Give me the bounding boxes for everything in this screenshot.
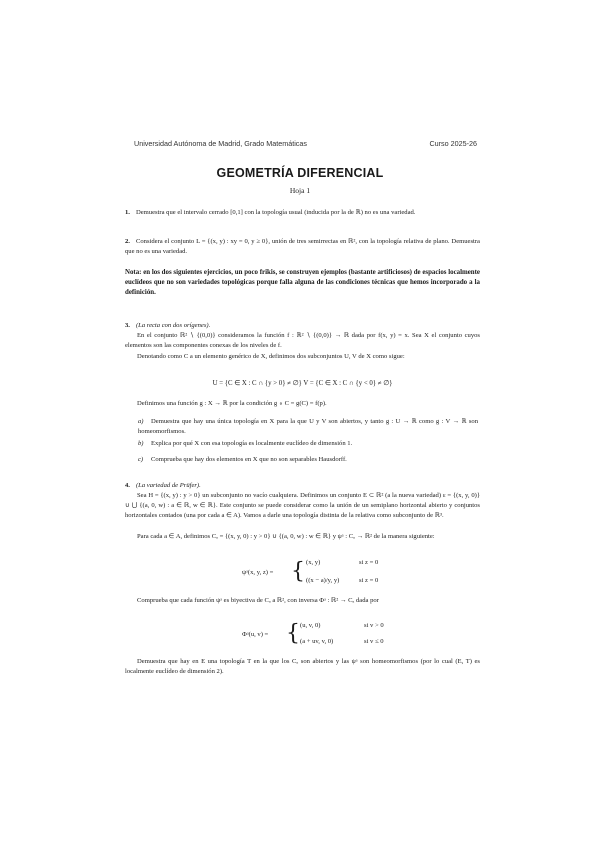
document-subtitle: Hoja 1 — [289, 186, 311, 195]
exercise-4-number: 4. — [125, 482, 130, 489]
exercise-3-p2: Denotando como C a un elemento genérico de X, definimos dos subconjuntos U, V de X como sigue: — [137, 353, 405, 360]
exercise-4-p1: Sea H = {(x, y) : y > 0} un subconjunto no vacío cualquiera. Definimos un conjunto E ⊂ ℝ² (a la nueva variedad) ε = {(x, y, 0)} ∪ ⋃ {(a, 0, w) : a ∈ ℝ, w ∈ ℝ}. Este conjunto se puede considerar como la unión de un semiplano horizontal abierto y conjuntos horizontales contados (una por cada a ∈ A). Vamos a darle una topología distinta de la relativa como subconjunto de ℝ³. — [125, 492, 480, 520]
exercise-2-number: 2. — [125, 238, 130, 245]
exercise-3-p3: Definimos una función g : X → ℝ por la condición g ∘ C = g(C) = f(p). — [137, 400, 327, 407]
psi-brace: { — [291, 559, 305, 584]
phi-brace: { — [286, 621, 300, 646]
exercise-1-number: 1. — [125, 209, 130, 216]
item-c-label: c) — [138, 456, 144, 463]
exercise-4-p4: Demuestra que hay en E una topología T en la que los Cₐ son abiertos y las ψᵃ son homeomorfismos (por lo cual (E, T) es localmente euclídeo de dimensión 2). — [125, 658, 480, 676]
phi-lhs: Φᵃ(u, v) = — [242, 631, 269, 638]
phi-case-1-condition: si v > 0 — [364, 622, 384, 629]
exercise-3-equation: U = {C ∈ X : C ∩ {y > 0} ≠ ∅} V = {C ∈ X : C ∩ {y < 0} ≠ ∅} — [212, 380, 393, 387]
exercise-3-item-c — [138, 455, 478, 465]
item-b-text: Explica por qué X con esa topología es localmente euclídeo de dimensión 1. — [151, 440, 353, 447]
phi-case-2-condition: si v ≤ 0 — [364, 638, 384, 645]
exercise-4-p3: Comprueba que cada función ψᵃ es biyectiva de Cₐ a ℝ², con inversa Φᵃ : ℝ² → Cₐ dada por — [137, 597, 379, 604]
header-institution: Universidad Autónoma de Madrid, Grado Matemáticas — [134, 139, 307, 148]
item-b-label: b) — [138, 440, 144, 447]
exercise-3-item-a — [138, 417, 478, 437]
phi-case-2-value: (a + uv, v, 0) — [300, 638, 334, 645]
exercise-3-heading — [125, 321, 480, 331]
exercise-3-title: (La recta con dos orígenes). — [135, 322, 211, 329]
exercise-2-text: Considera el conjunto L = {(x, y) : xy = 0, y ≥ 0}, unión de tres semirrectas en ℝ², con la topología relativa de plano. Demuestra que no es una variedad. — [125, 238, 480, 256]
phi-case-1-value: (u, v, 0) — [300, 622, 321, 629]
item-c-text: Comprueba que hay dos elementos en X que no son separables Hausdorff. — [151, 456, 347, 463]
exercise-2 — [125, 237, 480, 257]
psi-definition — [242, 556, 402, 592]
document-title: GEOMETRÍA DIFERENCIAL — [216, 166, 384, 180]
exercise-3-item-b — [138, 439, 478, 449]
exercise-1-text: Demuestra que el intervalo cerrado [0,1] con la topología usual (inducida por la de ℝ) no es una variedad. — [135, 209, 416, 216]
exercise-3-p1: En el conjunto ℝ² ∖ {(0,0)} consideramos la función f : ℝ² ∖ {(0,0)} → ℝ dada por f(x, y) = x. Sea X el conjunto cuyos elementos son las componentes conexas de los niveles de f. — [125, 332, 480, 350]
psi-lhs: ψᵃ(x, y, z) = — [242, 569, 274, 576]
phi-definition — [242, 619, 402, 655]
exercise-1 — [125, 208, 480, 218]
psi-case-1-condition: si z = 0 — [359, 559, 379, 566]
note-paragraph: Nota: en los dos siguientes ejercicios, un poco frikis, se construyen ejemplos (bastante artificiosos) de espacios localmente euclídeos que no son variedades topológicas porque falla alguna de las condiciones técnicas que hemos incorporado a la definición. — [125, 269, 480, 297]
psi-case-2-value: ((x − a)/y, y) — [306, 577, 340, 584]
exercise-4-heading — [125, 481, 480, 491]
item-a-text: Demuestra que hay una única topología en X para la que U y V son abiertos, y tanto g : U → ℝ como g : V → ℝ son homeomorfismos. — [138, 418, 478, 436]
header-course: Curso 2025-26 — [429, 139, 477, 148]
exercise-3-number: 3. — [125, 322, 130, 329]
psi-case-1-value: (x, y) — [306, 559, 321, 566]
exercise-4-title: (La variedad de Prüfer). — [135, 482, 201, 489]
psi-case-2-condition: si z = 0 — [359, 577, 379, 584]
exercise-4-p2: Para cada a ∈ A, definimos Cₐ = {(x, y, 0) : y > 0} ∪ {(a, 0, w) : w ∈ ℝ} y ψᵃ : Cₐ → ℝ² de la manera siguiente: — [137, 533, 435, 540]
item-a-label: a) — [138, 418, 144, 425]
